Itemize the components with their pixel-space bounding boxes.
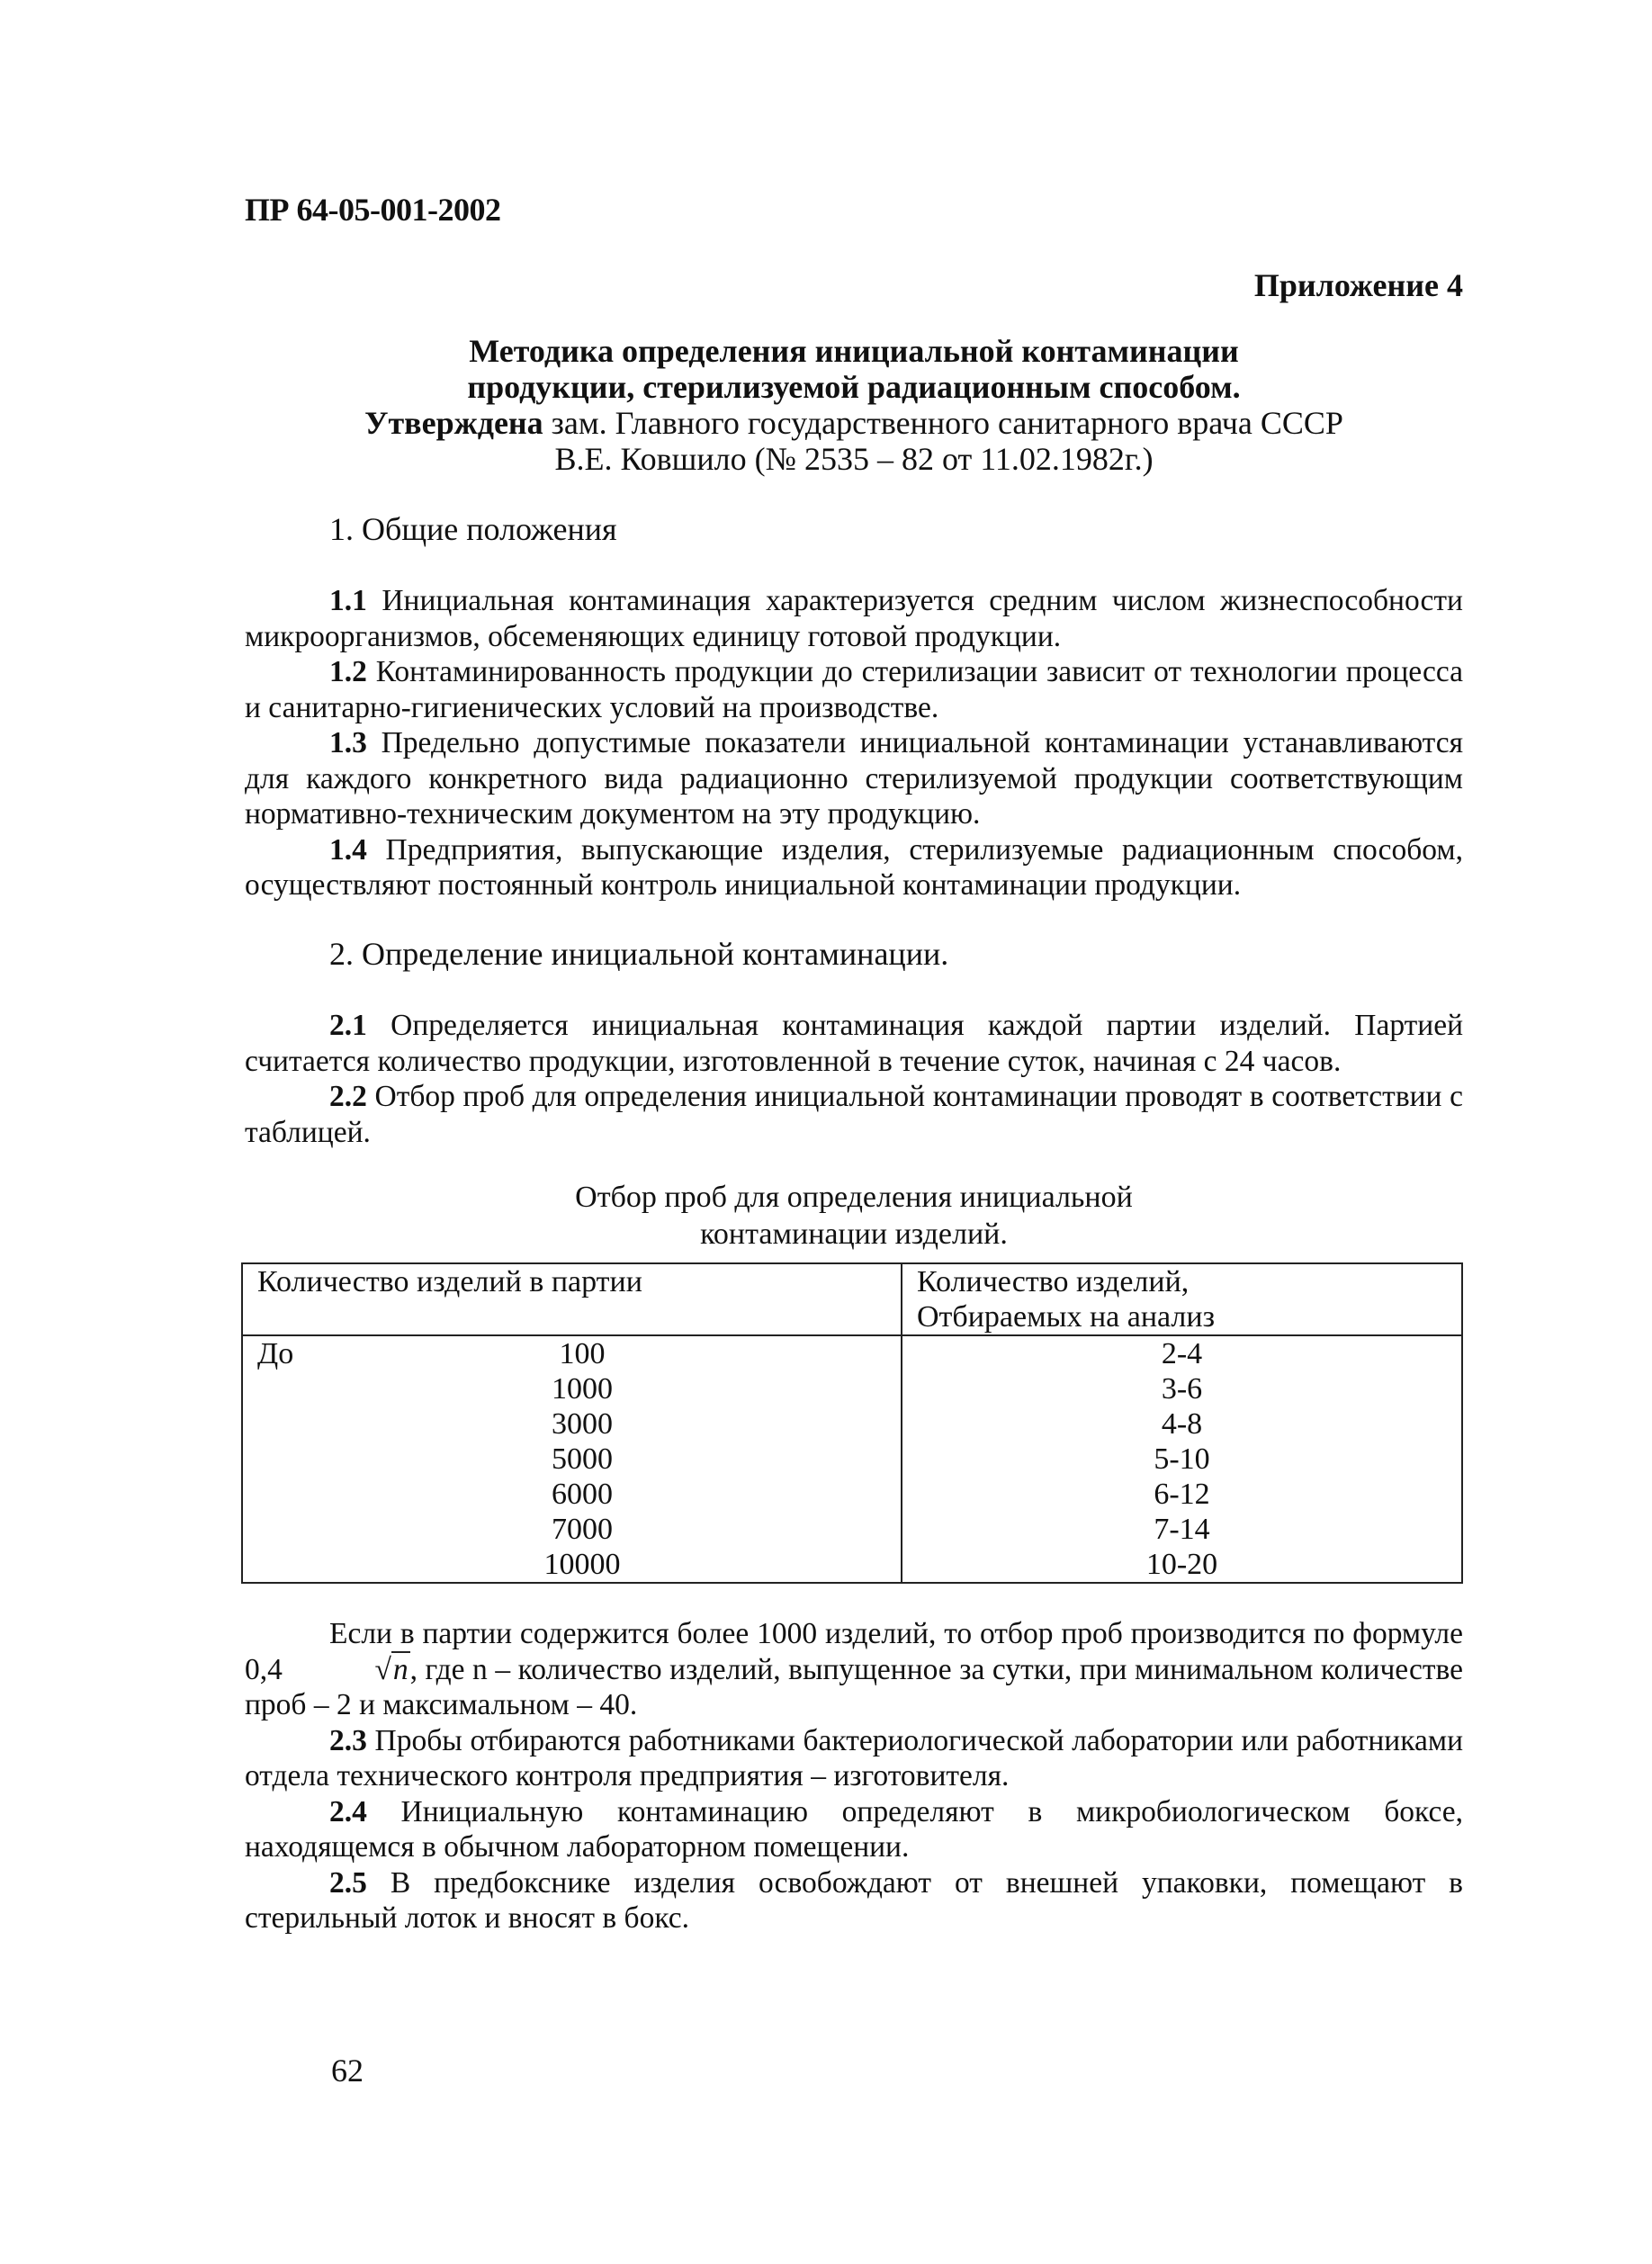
title-line-1: Методика определения инициальной контаминации (469, 333, 1239, 369)
table-caption-line-2: контаминации изделий. (700, 1217, 1008, 1251)
paragraph-1-4: 1.4 Предприятия, выпускающие изделия, стерилизуемые радиационным способом, осуществляют постоянный контроль инициальной контаминации продукции. (245, 832, 1463, 902)
header-sample-count: Количество изделий, Отбираемых на анализ (902, 1263, 1462, 1335)
table-header-row (242, 1263, 1462, 1335)
document-title (245, 333, 1463, 477)
paragraph-2-2: 2.2 Отбор проб для определения инициальной контаминации проводят в соответствии с таблицей. (245, 1080, 1463, 1149)
prefix-upto: До (257, 1337, 294, 1370)
table-caption-line-1: Отбор проб для определения инициальной (575, 1181, 1133, 1214)
title-line-2: продукции, стерилизуемой радиационным способом. (467, 369, 1241, 405)
formula-paragraph: Если в партии содержится более 1000 изделий, то отбор проб производится по формуле 0,4 √n, где n – количество изделий, выпущенное за сутки, при минимальном количестве проб – 2 и максимальном – 40. (245, 1617, 1463, 1721)
approved-word: Утверждена (364, 405, 543, 441)
paragraph-1-2: 1.2 Контаминированность продукции до стерилизации зависит от технологии процесса и санитарно-гигиенических условий на производстве. (245, 655, 1463, 724)
after-table-paragraphs (245, 1616, 1463, 1936)
paragraph-2-4: 2.4 Инициальную контаминацию определяют в микробиологическом боксе, находящемся в обычном лабораторном помещении. (245, 1794, 1463, 1864)
approval-text: зам. Главного государственного санитарного врача СССР (543, 405, 1343, 441)
document-code: ПР 64-05-001-2002 (245, 192, 501, 228)
appendix-label: Приложение 4 (1253, 267, 1463, 303)
paragraph-1-1: 1.1 Инициальная контаминация характеризуется средним числом жизнеспособности микроорганизмов, обсеменяющих единицу готовой продукции. (245, 584, 1463, 653)
square-root-symbol: √n (374, 1652, 409, 1686)
table-row: 1000 3-6 (242, 1371, 1462, 1406)
paragraph-2-5: 2.5 В предбокснике изделия освобождают от внешней упаковки, помещают в стерильный лоток и вносят в бокс. (245, 1865, 1463, 1935)
sampling-table (241, 1262, 1463, 1584)
paragraph-2-1: 2.1 Определяется инициальная контаминация каждой партии изделий. Партией считается количество продукции, изготовленной в течение суток, начиная с 24 часов. (245, 1009, 1463, 1078)
formula: 0,4 √n (245, 1652, 409, 1686)
table-row: 7000 7-14 (242, 1512, 1462, 1547)
section-2-heading: 2. Определение инициальной контаминации. (329, 936, 949, 972)
table-row: 10000 10-20 (242, 1547, 1462, 1583)
title-line-4: В.Е. Ковшило (№ 2535 – 82 от 11.02.1982г.) (554, 441, 1154, 477)
page-number: 62 (331, 2053, 364, 2089)
table-row: 6000 6-12 (242, 1477, 1462, 1512)
paragraph-2-3: 2.3 Пробы отбираются работниками бактериологической лаборатории или работниками отдела технического контроля предприятия – изготовителя. (245, 1723, 1463, 1792)
table-row: 5000 5-10 (242, 1442, 1462, 1477)
section-2-paragraphs (245, 1008, 1463, 1150)
title-line-3 (245, 405, 1463, 441)
header-batch-size: Количество изделий в партии (242, 1263, 902, 1335)
table-row: 3000 4-8 (242, 1406, 1462, 1442)
section-1-paragraphs (245, 583, 1463, 903)
paragraph-1-3: 1.3 Предельно допустимые показатели инициальной контаминации устанавливаются для каждого конкретного вида радиационно стерилизуемой продукции соответствующим нормативно-техническим документом на эту продукцию. (245, 726, 1463, 831)
table-caption (245, 1179, 1463, 1253)
table-row: До 100 2-4 (242, 1335, 1462, 1371)
section-1-heading: 1. Общие положения (329, 511, 617, 547)
